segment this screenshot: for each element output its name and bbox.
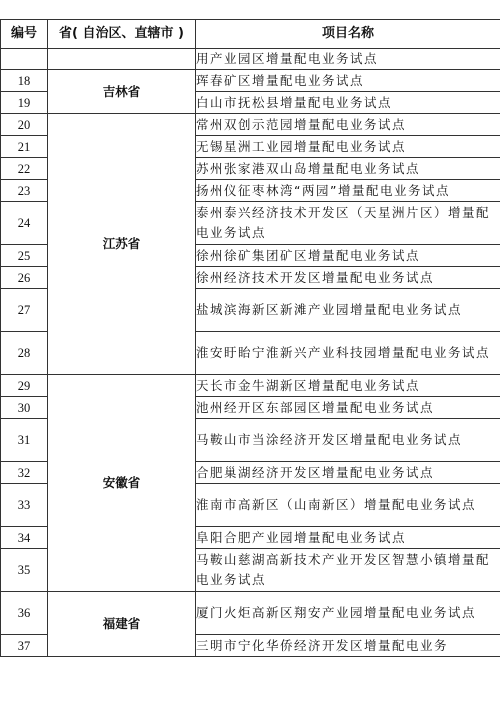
project-name: 池州经开区东部园区增量配电业务试点 <box>196 397 500 419</box>
row-number: 19 <box>1 92 48 114</box>
project-name: 扬州仪征枣林湾“两园”增量配电业务试点 <box>196 180 500 202</box>
project-name: 淮安盱眙宁淮新兴产业科技园增量配电业务试点 <box>196 332 500 375</box>
row-number: 24 <box>1 202 48 245</box>
row-number: 27 <box>1 289 48 332</box>
row-number: 21 <box>1 136 48 158</box>
row-number: 25 <box>1 245 48 267</box>
project-name: 天长市金牛湖新区增量配电业务试点 <box>196 375 500 397</box>
project-name: 珲春矿区增量配电业务试点 <box>196 70 500 92</box>
row-number: 34 <box>1 527 48 549</box>
row-number: 31 <box>1 419 48 462</box>
row-number: 30 <box>1 397 48 419</box>
project-name: 阜阳合肥产业园增量配电业务试点 <box>196 527 500 549</box>
province-jiangsu: 江苏省 <box>48 114 196 375</box>
row-number: 20 <box>1 114 48 136</box>
pilot-project-table <box>0 19 500 657</box>
project-name: 用产业园区增量配电业务试点 <box>196 49 500 70</box>
project-name: 合肥巢湖经济开发区增量配电业务试点 <box>196 462 500 484</box>
project-name: 白山市抚松县增量配电业务试点 <box>196 92 500 114</box>
province-cell <box>48 49 196 70</box>
header-row <box>1 20 500 49</box>
project-name: 常州双创示范园增量配电业务试点 <box>196 114 500 136</box>
header-project-name: 项目名称 <box>196 20 500 49</box>
table-row <box>1 592 500 635</box>
province-fujian: 福建省 <box>48 592 196 657</box>
table-row <box>1 114 500 136</box>
project-name: 苏州张家港双山岛增量配电业务试点 <box>196 158 500 180</box>
province-jilin: 吉林省 <box>48 70 196 114</box>
header-province: 省( 自治区、直辖市 ) <box>48 20 196 49</box>
row-number: 28 <box>1 332 48 375</box>
row-number: 33 <box>1 484 48 527</box>
row-number: 26 <box>1 267 48 289</box>
project-name: 厦门火炬高新区翔安产业园增量配电业务试点 <box>196 592 500 635</box>
project-name: 无锡星洲工业园增量配电业务试点 <box>196 136 500 158</box>
project-name: 盐城滨海新区新滩产业园增量配电业务试点 <box>196 289 500 332</box>
province-anhui: 安徽省 <box>48 375 196 592</box>
row-number: 18 <box>1 70 48 92</box>
table-row <box>1 49 500 70</box>
project-name: 马鞍山慈湖高新技术产业开发区智慧小镇增量配电业务试点 <box>196 549 500 592</box>
project-name: 徐州徐矿集团矿区增量配电业务试点 <box>196 245 500 267</box>
table-row <box>1 375 500 397</box>
table-row <box>1 70 500 92</box>
row-number <box>1 49 48 70</box>
project-name: 三明市宁化华侨经济开发区增量配电业务 <box>196 635 500 657</box>
project-name: 淮南市高新区（山南新区）增量配电业务试点 <box>196 484 500 527</box>
header-number: 编号 <box>1 20 48 49</box>
row-number: 36 <box>1 592 48 635</box>
row-number: 23 <box>1 180 48 202</box>
row-number: 29 <box>1 375 48 397</box>
row-number: 22 <box>1 158 48 180</box>
row-number: 37 <box>1 635 48 657</box>
project-name: 徐州经济技术开发区增量配电业务试点 <box>196 267 500 289</box>
row-number: 32 <box>1 462 48 484</box>
row-number: 35 <box>1 549 48 592</box>
project-name: 泰州泰兴经济技术开发区（天星洲片区）增量配电业务试点 <box>196 202 500 245</box>
project-name: 马鞍山市当涂经济开发区增量配电业务试点 <box>196 419 500 462</box>
